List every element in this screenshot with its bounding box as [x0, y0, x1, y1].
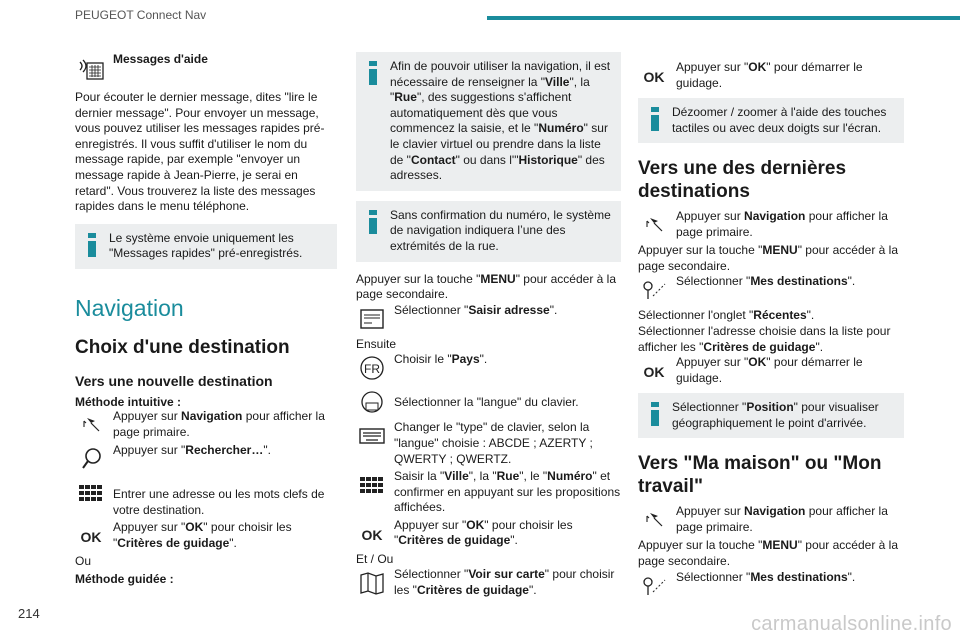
- intuitive-method-label: Méthode intuitive :: [75, 394, 181, 409]
- navigation-icon: [638, 504, 670, 536]
- and-or-text: Et / Ou: [356, 551, 394, 566]
- column-1: [75, 52, 337, 586]
- header-title: PEUGEOT Connect Nav: [75, 8, 207, 22]
- svg-text:OK: OK: [643, 364, 665, 381]
- search-icon: [75, 443, 107, 475]
- or-text: Ou: [75, 554, 92, 569]
- step-ok-start: OK Appuyer sur "OK" pour démarrer le guidage.: [638, 60, 904, 92]
- note-box: Dézoomer / zoomer à l'aide des touches tactiles ou avec deux doigts sur l'écran.: [638, 98, 904, 143]
- step-enter-address: Sélectionner "Saisir adresse".: [356, 303, 621, 335]
- info-icon: [648, 107, 662, 131]
- step-enter-city: Saisir la "Ville", la "Rue", le "Numéro" et confirmer en appuyant sur les propositions affichées.: [356, 469, 621, 516]
- ok-icon: [75, 520, 107, 552]
- navigation-icon: [75, 409, 107, 441]
- heading-home-work: Vers "Ma maison" ou "Mon travail": [638, 453, 882, 498]
- then-text: Ensuite: [356, 336, 397, 351]
- info-icon: [366, 210, 380, 234]
- info-icon: [366, 61, 380, 85]
- help-text: Pour écouter le dernier message, dites "lire le dernier message". Pour envoyer un message, vous pouvez utiliser les messages rapides pré-enregistrés. Il vous suffit d'utiliser le nom du message rapide, par exemple "envoyer un message rapide à Jean-Pierre, je serai en retard". Vous trouverez la liste des messages rapides dans le menu téléphone.: [75, 90, 325, 214]
- step-enter-address: Entrer une adresse ou les mots clefs de votre destination.: [75, 477, 337, 518]
- step-my-destinations: Sélectionner "Mes destinations".: [638, 274, 904, 306]
- step-ok-start: OK Appuyer sur "OK" pour démarrer le guidage.: [638, 355, 904, 387]
- note-box: Sélectionner "Position" pour visualiser géographiquement le point d'arrivée.: [638, 393, 904, 438]
- step-view-map: Sélectionner "Voir sur carte" pour choisir les "Critères de guidage".: [356, 567, 621, 599]
- voice-message-icon: [75, 52, 107, 84]
- svg-text:FR: FR: [364, 362, 380, 377]
- menu-instruction: Appuyer sur la touche "MENU" pour accéder à la page secondaire.: [638, 243, 899, 273]
- note-box: Sans confirmation du numéro, le système de navigation indiquera l’une des extrémités de la rue.: [356, 201, 621, 262]
- map-icon: [356, 567, 388, 599]
- header-accent-bar: [487, 16, 960, 20]
- heading-recent-destinations: Vers une des dernières destinations: [638, 158, 847, 203]
- page-number: 214: [18, 606, 40, 621]
- step-ok: OK Appuyer sur "OK" pour choisir les "Critères de guidage".: [75, 520, 337, 552]
- column-2: [356, 52, 621, 601]
- keyboard-type-icon: [356, 420, 388, 452]
- heading-new-destination: Vers une nouvelle destination: [75, 372, 273, 389]
- select-address-instruction: Sélectionner l'adresse choisie dans la liste pour afficher les "Critères de guidage".: [638, 323, 891, 354]
- column-3: [638, 60, 904, 604]
- svg-text:OK: OK: [643, 69, 665, 85]
- step-ok: OK Appuyer sur "OK" pour choisir les "Critères de guidage".: [356, 518, 621, 550]
- step-search: Appuyer sur "Rechercher…".: [75, 443, 337, 475]
- note-box: Afin de pouvoir utiliser la navigation, il est nécessaire de renseigner la "Ville", la "Rue", des suggestions s'affichent automatiquement dès que vous commencez la saisie, et le "Numéro" sur le clavier virtuel ou prendre dans la liste de "Contact" ou dans l'"Historique" des adresses.: [356, 52, 621, 191]
- info-icon: [85, 233, 99, 257]
- country-fr-icon: [356, 352, 388, 384]
- ok-icon: [356, 518, 388, 550]
- help-title: Messages d'aide: [113, 52, 208, 66]
- keyboard-icon: [75, 477, 107, 509]
- step-keyboard-type: Changer le "type" de clavier, selon la "langue" choisie : ABCDE ; AZERTY ; QWERTY ; QWERTZ.: [356, 420, 621, 467]
- svg-text:OK: OK: [80, 529, 102, 546]
- navigation-icon: [638, 209, 670, 241]
- step-my-destinations: Sélectionner "Mes destinations".: [638, 570, 904, 602]
- guided-method-label: Méthode guidée :: [75, 571, 174, 586]
- step-navigation: Appuyer sur Navigation pour afficher la page primaire.: [638, 209, 904, 241]
- keyboard-icon: [356, 469, 388, 501]
- keyboard-language-icon: [356, 386, 388, 418]
- address-entry-icon: [356, 303, 388, 335]
- step-keyboard-language: Sélectionner la "langue" du clavier.: [356, 386, 621, 418]
- section-title: Navigation: [75, 294, 184, 321]
- menu-instruction: Appuyer sur la touche "MENU" pour accéder à la page secondaire.: [356, 271, 617, 302]
- info-icon: [648, 402, 662, 426]
- menu-instruction: Appuyer sur la touche "MENU" pour accéder à la page secondaire.: [638, 538, 899, 568]
- note-text: Le système envoie uniquement les "Messages rapides" pré-enregistrés.: [109, 230, 303, 261]
- note-box: [75, 224, 337, 269]
- watermark: carmanualsonline.info: [751, 613, 952, 635]
- ok-icon: [638, 355, 670, 387]
- ok-icon: [638, 60, 670, 92]
- svg-text:OK: OK: [361, 526, 383, 543]
- step-country: FR Choisir le "Pays".: [356, 352, 621, 384]
- my-destinations-icon: [638, 570, 670, 602]
- my-destinations-icon: [638, 274, 670, 306]
- step-navigation: Appuyer sur Navigation pour afficher la page primaire.: [75, 409, 337, 441]
- heading-choose-destination: Choix d'une destination: [75, 336, 290, 358]
- help-messages-step: [75, 52, 337, 84]
- recent-tab-instruction: Sélectionner l'onglet "Récentes".: [638, 308, 815, 323]
- step-navigation: Appuyer sur Navigation pour afficher la page primaire.: [638, 504, 904, 536]
